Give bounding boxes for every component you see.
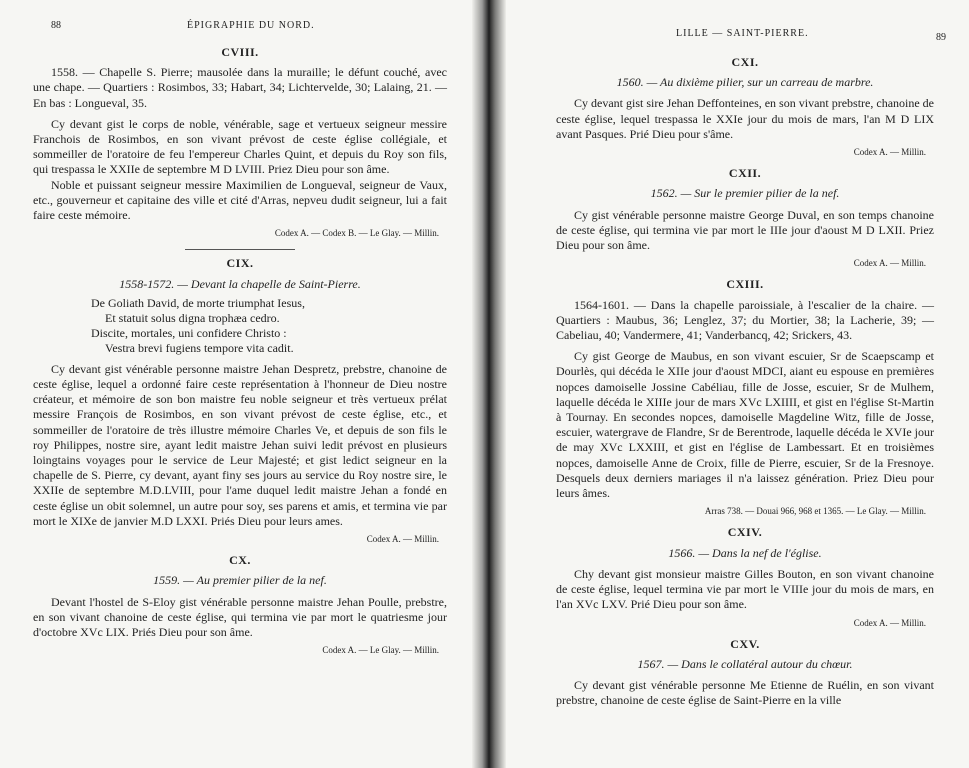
entry-heading: 1559. — Au premier pilier de la nef. <box>153 573 327 588</box>
entry-source: Codex A. — Millin. <box>853 258 926 269</box>
left-content <box>33 42 447 665</box>
verse-line: Discite, mortales, uni confidere Christo : <box>91 325 287 340</box>
entry-number: CVIII. <box>221 45 259 59</box>
entry-heading: 1560. — Au dixième pilier, sur un carreau de marbre. <box>616 75 874 90</box>
verse-line: Vestra brevi fugiens tempore vita cadit. <box>105 340 294 355</box>
entry-number: CXIII. <box>726 277 764 292</box>
entry-heading: 1558. — Chapelle S. Pierre; mausolée dans la muraille; le défunt couché, avec une chape. — Quartiers : Rosimbos, 33; Habart, 34; Lichtervelde, 30; Lalaing, 21. — En bas : Longueval, 35. <box>33 65 447 110</box>
entry-text: Cy devant gist sire Jehan Deffonteines, en son vivant prebstre, chanoine de ceste église, lequel trespassa le XXIe jour du mois de mars, l'an M D LIX avant Pasques. Prié Dieu pour s'âme. <box>556 96 935 141</box>
entry-number: CX. <box>229 553 251 568</box>
entry-number: CXI. <box>731 55 759 69</box>
page-number: 88 <box>51 20 61 31</box>
entry-source: Codex A. — Le Glay. — Millin. <box>322 645 439 656</box>
page-number: 89 <box>936 32 946 43</box>
entry-source: Arras 738. — Douai 966, 968 et 1365. — Le Glay. — Millin. <box>704 506 926 517</box>
entry-source: Codex A. — Millin. <box>853 147 926 158</box>
running-head: ÉPIGRAPHIE DU NORD. <box>187 20 315 31</box>
entry-text: Cy devant gist le corps de noble, vénérable, sage et vertueux seigneur messire Franchois de Rosimbos, en son vivant prévost de ceste église collégiale, et sommeiller de l'oratoire de feu l'empereur Charles Quint, et depuis du Roy son fils, qui trespassa le XXIIe de septembre M D LVIII. Priez Dieu pour son âme. <box>33 116 447 177</box>
right-content <box>556 52 934 709</box>
entry-text: Cy devant gist vénérable personne Me Etienne de Ruélin, en son vivant prebstre, chanoine de ceste église de Saint-Pierre en la ville <box>556 678 934 708</box>
right-page <box>490 0 969 768</box>
entry-heading: 1564-1601. — Dans la chapelle paroissiale, à l'escalier de la chaire. — Quartiers : Maubus, 36; Lenglez, 37; du Mortier, 38; la Lacherie, 39; — Cabeliau, 40; Vandermere, 41; Vanderbancq, 42; Srickers, 43. <box>556 297 934 343</box>
verse-line: Et statuit solus digna trophæa cedro. <box>105 310 280 325</box>
entry-source: Codex A. — Millin. <box>853 617 926 628</box>
entry-text: Cy gist vénérable personne maistre George Duval, en son temps chanoine de ceste église, qui termina vie par mort le IIIe jour d'aoust M D LXII. Priez Dieu pour son âme. <box>556 207 934 253</box>
entry-source: Codex A. — Codex B. — Le Glay. — Millin. <box>274 228 439 239</box>
entry-source: Codex A. — Millin. <box>366 534 439 545</box>
entry-text: Noble et puissant seigneur messire Maximilien de Longueval, seigneur de Vaux, etc., gouverneur et capitaine des ville et cité d'Arras, nepveu dudit seigneur, lui a fait faire ceste mémoire. <box>33 177 447 223</box>
entry-number: CXV. <box>730 636 760 651</box>
entry-text: Chy devant gist monsieur maistre Gilles Bouton, en son vivant chanoine de ceste église, lequel termina vie par mort le VIIIe jour du mois de mars, en l'an XVc LXV. Prié Dieu pour son âme. <box>556 566 934 612</box>
entry-heading: 1562. — Sur le premier pilier de la nef. <box>650 186 840 201</box>
entry-text: Cy devant gist vénérable personne maistre Jehan Despretz, prebstre, chanoine de ceste église, lequel a ordonné faire ceste représentation à l'honneur de Dieu nostre créateur, et mémoire de son bon maistre feu noble seigneur et très vertueux prélat messire François de Rosimbos, en son vivant prévost de ceste église, etc., et sommeiller de l'oratoire de très illustre mémoire Charles Ve, et depuis de son fils le roy Philippes, nostre sire, ayant ledit maistre Jehan suivi ledit prévost en plusieurs loingtains voyages pour le service de Leur Majesté; et gist ledict seigneur en la chapelle de S. Pierre, cy devant, ayant finy ses jours au service du Roy nostre sire, le XXIIe de septembre M.D.LVIII, pour l'ame duquel ledit maistre Jehan a fondé en ceste église un obit solemnel, un autre pour soy, ses parens et amis, et termina vie par mort le XIXe de janvier M.D LXXI. Priés Dieu pour leurs ames. <box>33 361 447 528</box>
verse-line: De Goliath David, de morte triumphat Iesus, <box>91 295 305 310</box>
entry-number: CIX. <box>226 256 254 271</box>
epitaph-verse <box>91 296 447 356</box>
entry-text: Cy gist George de Maubus, en son vivant escuier, Sr de Scaepscamp et Dourlès, qui décéda le XIIe jour d'aoust MDCI, aiant eu espouse en premières nopces damoiselle Jossine Cabéliau, fille de Josse, escuier, Sr de Mulhem, laquelle décéda le XIIIe jour de mars XVc LXIIII, et gist en l'église St-Martin à Tournay. En secondes nopces, damoiselle Magdeline Witz, fille de Josse, escuier, watergrave de Flandre, Sr de Berentrode, laquelle décéda le XVIe jour de may XVc LXXIII, et gist en l'église de Lambessart. Et en troisièmes nopces, damoiselle Anne de Croix, fille de Pierre, escuier, Sr de la Fresnoye. Desquels deux derniers mariages il n'a laissez génération. Priez Dieu pour leurs âmes. <box>556 349 934 501</box>
entry-heading: 1566. — Dans la nef de l'église. <box>668 545 822 560</box>
entry-heading: 1558-1572. — Devant la chapelle de Saint-Pierre. <box>119 276 361 291</box>
entry-number: CXIV. <box>727 525 763 540</box>
divider <box>185 249 295 250</box>
running-head: LILLE — SAINT-PIERRE. <box>676 28 809 39</box>
entry-number: CXII. <box>728 166 762 181</box>
entry-heading: 1567. — Dans le collatéral autour du chœur. <box>637 656 853 671</box>
entry-text: Devant l'hostel de S-Eloy gist vénérable personne maistre Jehan Poulle, prebstre, en son vivant chanoine de ceste église, qui termina vie par mort le quatriesme jour d'octobre XVc LIX. Priés Dieu pour son âme. <box>33 594 447 640</box>
